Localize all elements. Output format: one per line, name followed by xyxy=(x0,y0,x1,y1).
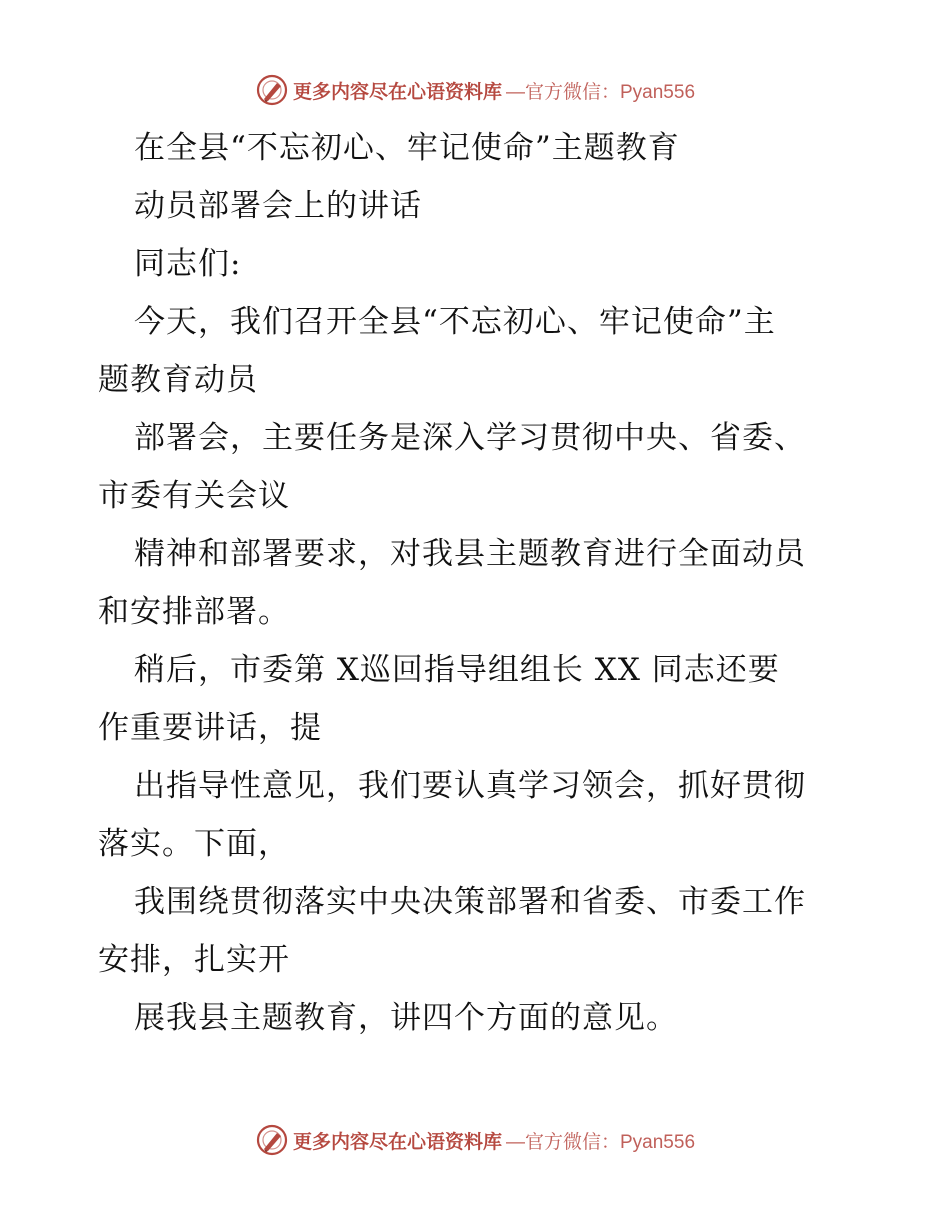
header-banner xyxy=(0,70,950,110)
paragraph-line: 安排，扎实开 xyxy=(98,942,290,978)
title-line-1: 在全县“不忘初心、牢记使命”主题教育 xyxy=(134,130,680,166)
paragraph-line: 今天，我们召开全县“不忘初心、牢记使命”主 xyxy=(134,304,776,340)
footer-banner xyxy=(0,1120,950,1160)
paragraph-line: 稍后，市委第 X巡回指导组组长 XX 同志还要 xyxy=(134,652,780,688)
paragraph-line: 精神和部署要求，对我县主题教育进行全面动员 xyxy=(134,536,806,572)
paragraph-line: 展我县主题教育，讲四个方面的意见。 xyxy=(134,1000,678,1036)
paragraph-line: 出指导性意见，我们要认真学习领会，抓好贯彻 xyxy=(134,768,806,804)
paragraph-line: 题教育动员 xyxy=(98,362,258,398)
paragraph-line: 作重要讲话，提 xyxy=(98,710,322,746)
pen-logo-icon xyxy=(255,73,289,107)
title-line-2: 动员部署会上的讲话 xyxy=(134,188,422,224)
paragraph-line: 市委有关会议 xyxy=(98,478,290,514)
paragraph-line: 部署会，主要任务是深入学习贯彻中央、省委、 xyxy=(134,420,806,456)
pen-logo-icon xyxy=(255,1123,289,1157)
wechat-id: —官方微信：Pyan556 xyxy=(506,1131,696,1153)
salutation: 同志们: xyxy=(134,246,242,282)
wechat-id: —官方微信：Pyan556 xyxy=(506,81,696,103)
paragraph-line: 我围绕贯彻落实中央决策部署和省委、市委工作 xyxy=(134,884,806,920)
paragraph-line: 和安排部署。 xyxy=(98,594,290,630)
site-name: 更多内容尽在心语资料库 xyxy=(292,1130,502,1153)
paragraph-line: 落实。下面， xyxy=(98,826,290,862)
site-name: 更多内容尽在心语资料库 xyxy=(292,80,502,103)
